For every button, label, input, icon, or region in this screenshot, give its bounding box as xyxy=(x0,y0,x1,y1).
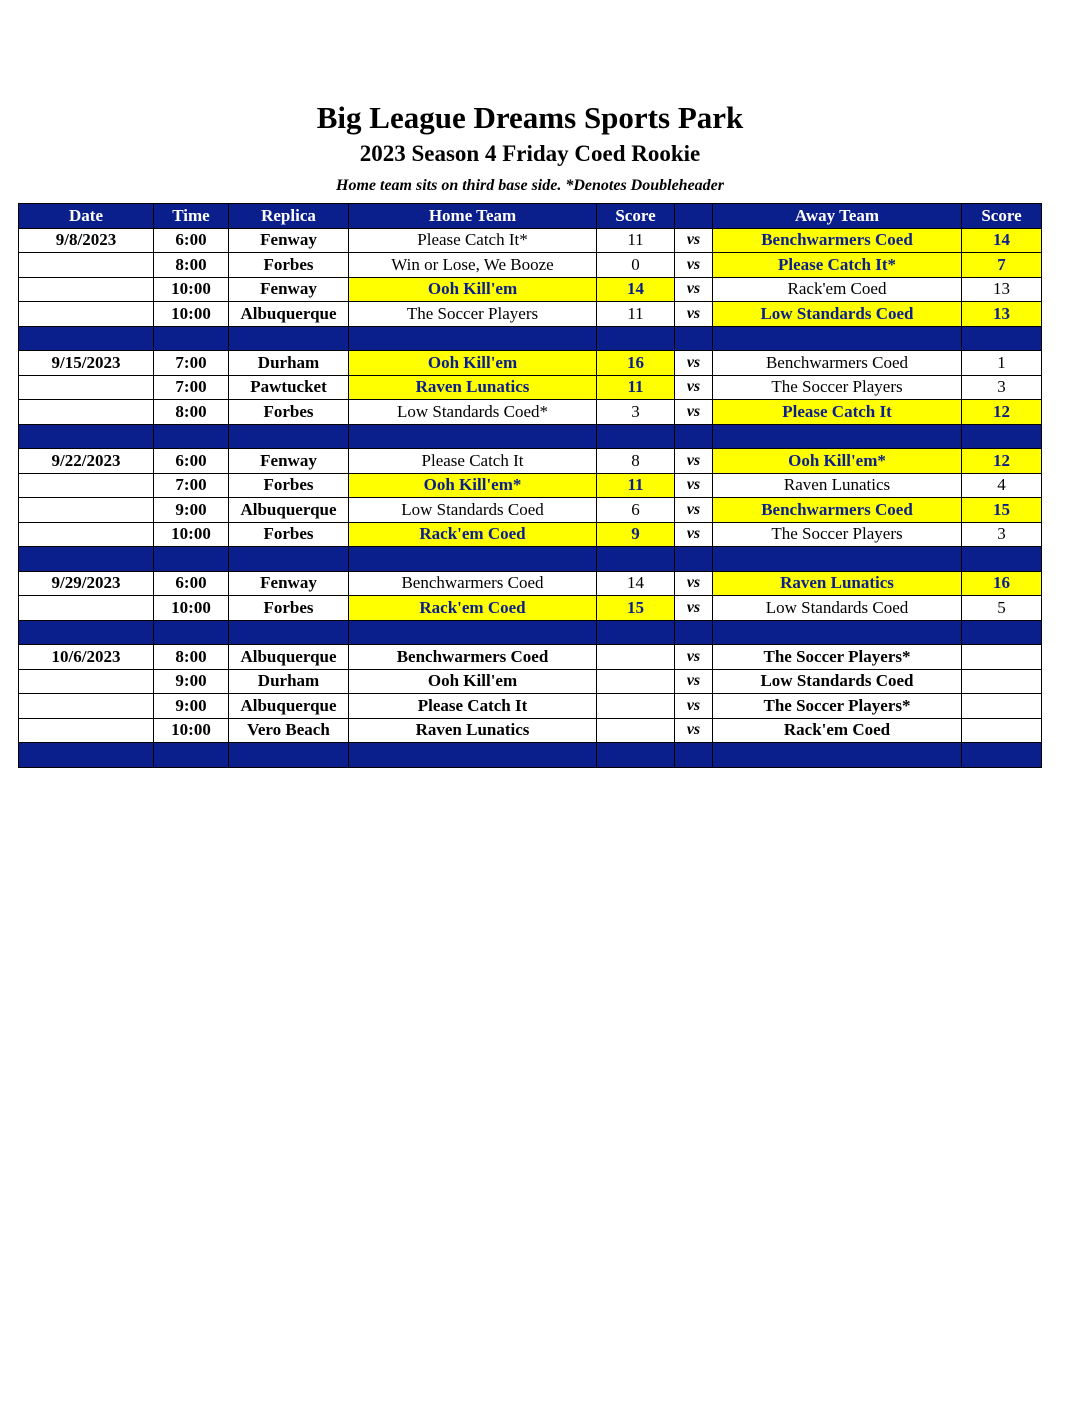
game-row xyxy=(19,498,1042,523)
home-score: 8 xyxy=(597,449,675,474)
separator-cell xyxy=(229,743,349,768)
game-date xyxy=(19,718,154,743)
game-time: 8:00 xyxy=(154,645,229,670)
game-date xyxy=(19,302,154,327)
game-replica: Albuquerque xyxy=(229,302,349,327)
separator-cell xyxy=(675,620,713,645)
game-time: 6:00 xyxy=(154,571,229,596)
separator-cell xyxy=(349,326,597,351)
game-date: 9/29/2023 xyxy=(19,571,154,596)
home-score: 11 xyxy=(597,228,675,253)
vs-label: vs xyxy=(675,375,713,400)
game-time: 7:00 xyxy=(154,375,229,400)
game-replica: Albuquerque xyxy=(229,498,349,523)
col-away-team: Away Team xyxy=(713,204,962,229)
col-time: Time xyxy=(154,204,229,229)
game-time: 10:00 xyxy=(154,302,229,327)
home-score: 11 xyxy=(597,302,675,327)
game-time: 8:00 xyxy=(154,400,229,425)
separator-cell xyxy=(713,326,962,351)
home-score: 9 xyxy=(597,522,675,547)
game-row xyxy=(19,449,1042,474)
separator-cell xyxy=(597,620,675,645)
away-score: 7 xyxy=(962,253,1042,278)
home-score: 14 xyxy=(597,571,675,596)
away-team: Benchwarmers Coed xyxy=(713,228,962,253)
game-replica: Forbes xyxy=(229,596,349,621)
game-time: 6:00 xyxy=(154,449,229,474)
separator-cell xyxy=(675,326,713,351)
vs-label: vs xyxy=(675,302,713,327)
separator-cell xyxy=(713,424,962,449)
separator-cell xyxy=(19,326,154,351)
col-home-team: Home Team xyxy=(349,204,597,229)
vs-label: vs xyxy=(675,645,713,670)
separator-cell xyxy=(19,743,154,768)
home-team: Low Standards Coed* xyxy=(349,400,597,425)
game-date xyxy=(19,400,154,425)
game-replica: Forbes xyxy=(229,473,349,498)
separator-cell xyxy=(713,743,962,768)
separator-cell xyxy=(713,547,962,572)
separator-cell xyxy=(675,547,713,572)
col-date: Date xyxy=(19,204,154,229)
home-score: 11 xyxy=(597,473,675,498)
home-team: Raven Lunatics xyxy=(349,718,597,743)
separator-cell xyxy=(19,424,154,449)
away-team: Please Catch It* xyxy=(713,253,962,278)
game-replica: Fenway xyxy=(229,228,349,253)
home-score: 16 xyxy=(597,351,675,376)
away-score: 5 xyxy=(962,596,1042,621)
header-row xyxy=(19,204,1042,229)
game-date: 9/8/2023 xyxy=(19,228,154,253)
home-team: Rack'em Coed xyxy=(349,522,597,547)
game-time: 9:00 xyxy=(154,498,229,523)
col-away-score: Score xyxy=(962,204,1042,229)
week-separator-row xyxy=(19,620,1042,645)
away-team: Benchwarmers Coed xyxy=(713,351,962,376)
separator-cell xyxy=(229,326,349,351)
away-score xyxy=(962,694,1042,719)
game-time: 7:00 xyxy=(154,473,229,498)
game-time: 9:00 xyxy=(154,694,229,719)
vs-label: vs xyxy=(675,718,713,743)
away-team: Rack'em Coed xyxy=(713,718,962,743)
vs-label: vs xyxy=(675,277,713,302)
col-replica: Replica xyxy=(229,204,349,229)
vs-label: vs xyxy=(675,694,713,719)
separator-cell xyxy=(349,620,597,645)
away-team: Low Standards Coed xyxy=(713,302,962,327)
game-replica: Fenway xyxy=(229,449,349,474)
separator-cell xyxy=(154,326,229,351)
game-row xyxy=(19,375,1042,400)
game-row xyxy=(19,228,1042,253)
separator-cell xyxy=(154,547,229,572)
home-score xyxy=(597,694,675,719)
game-replica: Fenway xyxy=(229,277,349,302)
game-date xyxy=(19,277,154,302)
separator-cell xyxy=(597,424,675,449)
game-replica: Vero Beach xyxy=(229,718,349,743)
home-score: 15 xyxy=(597,596,675,621)
game-date: 10/6/2023 xyxy=(19,645,154,670)
game-row xyxy=(19,571,1042,596)
week-separator-row xyxy=(19,547,1042,572)
separator-cell xyxy=(19,620,154,645)
separator-cell xyxy=(229,620,349,645)
vs-label: vs xyxy=(675,669,713,694)
game-time: 7:00 xyxy=(154,351,229,376)
home-score: 11 xyxy=(597,375,675,400)
vs-label: vs xyxy=(675,596,713,621)
away-score: 13 xyxy=(962,302,1042,327)
schedule-body xyxy=(19,228,1042,767)
away-team: Ooh Kill'em* xyxy=(713,449,962,474)
game-replica: Forbes xyxy=(229,253,349,278)
home-team: Raven Lunatics xyxy=(349,375,597,400)
game-replica: Albuquerque xyxy=(229,645,349,670)
game-date xyxy=(19,498,154,523)
away-team: The Soccer Players xyxy=(713,522,962,547)
game-row xyxy=(19,473,1042,498)
away-team: The Soccer Players* xyxy=(713,694,962,719)
home-score xyxy=(597,645,675,670)
game-date xyxy=(19,669,154,694)
game-time: 10:00 xyxy=(154,718,229,743)
page-title: Big League Dreams Sports Park xyxy=(316,100,744,135)
separator-cell xyxy=(675,743,713,768)
week-separator-row xyxy=(19,743,1042,768)
home-score: 14 xyxy=(597,277,675,302)
away-score: 3 xyxy=(962,522,1042,547)
game-replica: Durham xyxy=(229,351,349,376)
separator-cell xyxy=(229,424,349,449)
col-home-score: Score xyxy=(597,204,675,229)
game-row xyxy=(19,718,1042,743)
home-score: 6 xyxy=(597,498,675,523)
game-row xyxy=(19,669,1042,694)
game-row xyxy=(19,645,1042,670)
vs-label: vs xyxy=(675,571,713,596)
separator-cell xyxy=(597,547,675,572)
separator-cell xyxy=(962,547,1042,572)
home-team: Benchwarmers Coed xyxy=(349,571,597,596)
game-row xyxy=(19,253,1042,278)
game-date: 9/15/2023 xyxy=(19,351,154,376)
game-row xyxy=(19,694,1042,719)
separator-cell xyxy=(349,547,597,572)
game-replica: Durham xyxy=(229,669,349,694)
game-date xyxy=(19,375,154,400)
game-time: 6:00 xyxy=(154,228,229,253)
game-row xyxy=(19,522,1042,547)
separator-cell xyxy=(349,424,597,449)
home-team: Ooh Kill'em* xyxy=(349,473,597,498)
col-vs xyxy=(675,204,713,229)
game-replica: Forbes xyxy=(229,400,349,425)
away-score xyxy=(962,718,1042,743)
separator-cell xyxy=(713,620,962,645)
vs-label: vs xyxy=(675,400,713,425)
away-score xyxy=(962,645,1042,670)
away-team: Raven Lunatics xyxy=(713,473,962,498)
away-team: Low Standards Coed xyxy=(713,669,962,694)
home-score: 0 xyxy=(597,253,675,278)
game-time: 9:00 xyxy=(154,669,229,694)
game-row xyxy=(19,277,1042,302)
home-team: Please Catch It* xyxy=(349,228,597,253)
separator-cell xyxy=(154,424,229,449)
game-replica: Pawtucket xyxy=(229,375,349,400)
week-separator-row xyxy=(19,424,1042,449)
game-time: 10:00 xyxy=(154,522,229,547)
game-row xyxy=(19,302,1042,327)
game-date xyxy=(19,522,154,547)
vs-label: vs xyxy=(675,253,713,278)
home-team: The Soccer Players xyxy=(349,302,597,327)
game-row xyxy=(19,400,1042,425)
separator-cell xyxy=(675,424,713,449)
game-date xyxy=(19,473,154,498)
week-separator-row xyxy=(19,326,1042,351)
home-team: Win or Lose, We Booze xyxy=(349,253,597,278)
separator-cell xyxy=(597,326,675,351)
vs-label: vs xyxy=(675,498,713,523)
separator-cell xyxy=(962,424,1042,449)
away-team: Raven Lunatics xyxy=(713,571,962,596)
schedule-table xyxy=(18,203,1042,768)
game-date xyxy=(19,694,154,719)
schedule-note: Home team sits on third base side. *Denotes Doubleheader xyxy=(336,177,724,194)
game-time: 10:00 xyxy=(154,277,229,302)
vs-label: vs xyxy=(675,228,713,253)
away-score: 12 xyxy=(962,400,1042,425)
separator-cell xyxy=(19,547,154,572)
away-score xyxy=(962,669,1042,694)
home-team: Rack'em Coed xyxy=(349,596,597,621)
away-score: 16 xyxy=(962,571,1042,596)
away-team: Low Standards Coed xyxy=(713,596,962,621)
separator-cell xyxy=(229,547,349,572)
separator-cell xyxy=(154,743,229,768)
away-score: 12 xyxy=(962,449,1042,474)
away-team: The Soccer Players* xyxy=(713,645,962,670)
game-date: 9/22/2023 xyxy=(19,449,154,474)
separator-cell xyxy=(962,743,1042,768)
game-replica: Fenway xyxy=(229,571,349,596)
game-replica: Forbes xyxy=(229,522,349,547)
game-row xyxy=(19,351,1042,376)
away-score: 15 xyxy=(962,498,1042,523)
separator-cell xyxy=(962,326,1042,351)
away-score: 4 xyxy=(962,473,1042,498)
home-team: Ooh Kill'em xyxy=(349,277,597,302)
home-score xyxy=(597,669,675,694)
away-team: The Soccer Players xyxy=(713,375,962,400)
away-team: Benchwarmers Coed xyxy=(713,498,962,523)
home-score: 3 xyxy=(597,400,675,425)
home-team: Low Standards Coed xyxy=(349,498,597,523)
page-subtitle: 2023 Season 4 Friday Coed Rookie xyxy=(359,141,701,166)
game-row xyxy=(19,596,1042,621)
separator-cell xyxy=(597,743,675,768)
away-score: 14 xyxy=(962,228,1042,253)
home-score xyxy=(597,718,675,743)
home-team: Ooh Kill'em xyxy=(349,669,597,694)
game-time: 8:00 xyxy=(154,253,229,278)
game-time: 10:00 xyxy=(154,596,229,621)
away-score: 3 xyxy=(962,375,1042,400)
away-team: Rack'em Coed xyxy=(713,277,962,302)
away-score: 13 xyxy=(962,277,1042,302)
separator-cell xyxy=(962,620,1042,645)
vs-label: vs xyxy=(675,473,713,498)
separator-cell xyxy=(349,743,597,768)
away-team: Please Catch It xyxy=(713,400,962,425)
game-date xyxy=(19,596,154,621)
home-team: Please Catch It xyxy=(349,449,597,474)
away-score: 1 xyxy=(962,351,1042,376)
home-team: Benchwarmers Coed xyxy=(349,645,597,670)
vs-label: vs xyxy=(675,351,713,376)
vs-label: vs xyxy=(675,522,713,547)
game-date xyxy=(19,253,154,278)
game-replica: Albuquerque xyxy=(229,694,349,719)
vs-label: vs xyxy=(675,449,713,474)
home-team: Ooh Kill'em xyxy=(349,351,597,376)
home-team: Please Catch It xyxy=(349,694,597,719)
separator-cell xyxy=(154,620,229,645)
